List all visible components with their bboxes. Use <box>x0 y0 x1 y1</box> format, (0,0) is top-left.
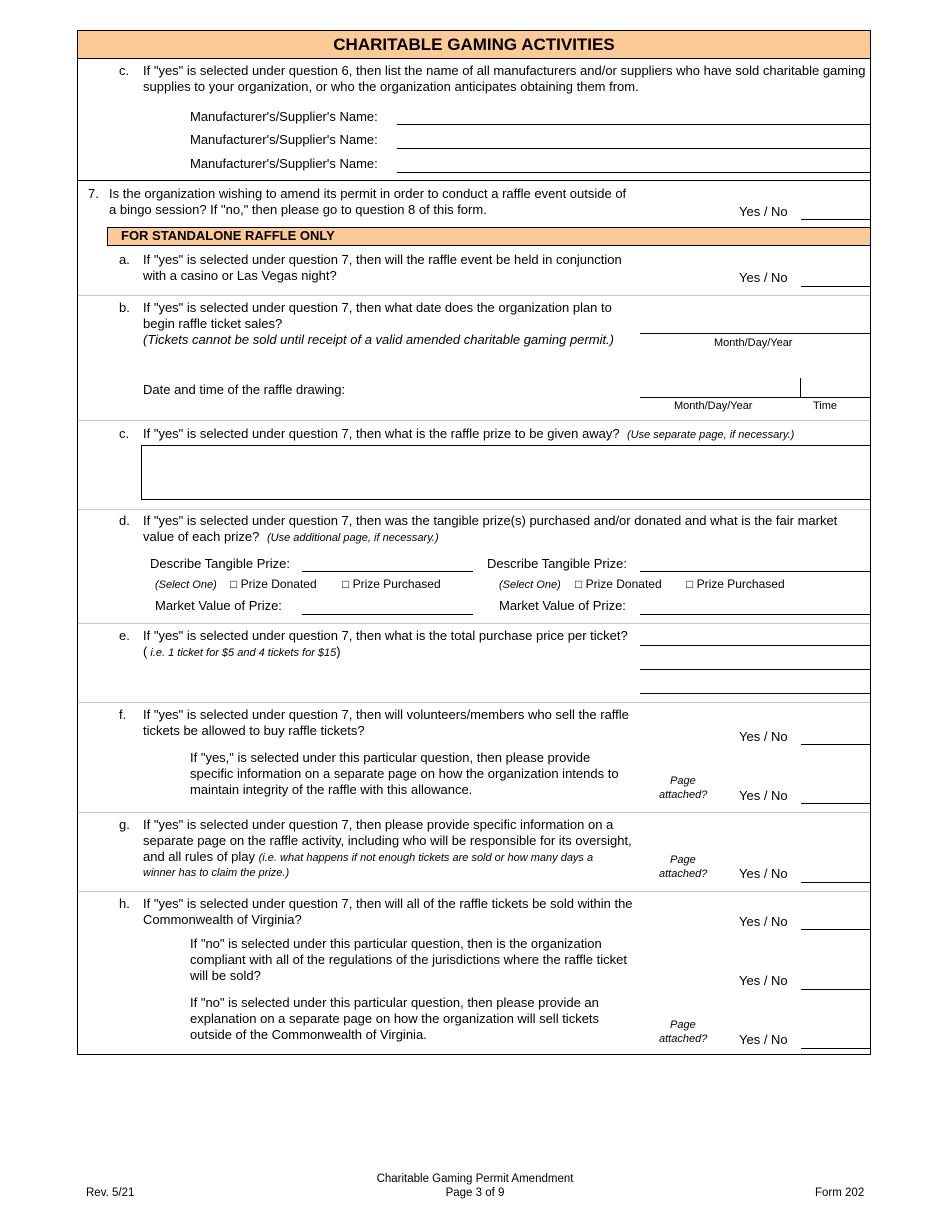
q7f-letter: f. <box>119 707 127 722</box>
supplier-name-label-3: Manufacturer's/Supplier's Name: <box>190 156 378 171</box>
market-value-field-1[interactable] <box>302 614 473 615</box>
q7a-answer-field[interactable] <box>801 286 871 287</box>
q7e-letter: e. <box>119 628 130 643</box>
q7g-page-attached-2: attached? <box>659 868 708 880</box>
divider <box>78 702 870 703</box>
q7h-line2: Commonwealth of Virginia? <box>143 912 302 927</box>
q7g-page-attached-field[interactable] <box>801 882 871 883</box>
describe-prize-field-1[interactable] <box>302 571 473 572</box>
q7f-page-attached-2: attached? <box>659 789 708 801</box>
section-title: CHARITABLE GAMING ACTIVITIES <box>78 31 870 59</box>
divider <box>78 509 870 510</box>
supplier-name-field-3[interactable] <box>397 172 871 173</box>
divider <box>78 812 870 813</box>
q7e-note: ( i.e. 1 ticket for $5 and 4 tickets for $15) <box>143 644 341 659</box>
divider <box>78 891 870 892</box>
sales-start-date-field[interactable] <box>640 333 871 334</box>
supplier-name-label-1: Manufacturer's/Supplier's Name: <box>190 109 378 124</box>
q7h-sub1-answer-field[interactable] <box>801 989 871 990</box>
q7f-yes-no-label: Yes / No <box>739 729 788 744</box>
divider <box>78 295 870 296</box>
q7g-yes-no-label: Yes / No <box>739 866 788 881</box>
q7h-sub2-line1: If "no" is selected under this particular question, then please provide an <box>190 995 599 1010</box>
q7h-page-attached-field[interactable] <box>801 1048 871 1049</box>
q7h-letter: h. <box>119 896 130 911</box>
prize-donated-checkbox-2[interactable]: □ Prize Donated <box>575 577 662 591</box>
market-value-label-2: Market Value of Prize: <box>499 598 626 613</box>
divider <box>78 180 870 181</box>
q7h-answer-field[interactable] <box>801 929 871 930</box>
supplier-name-label-2: Manufacturer's/Supplier's Name: <box>190 132 378 147</box>
q7f-sub-line3: maintain integrity of the raffle with this allowance. <box>190 782 473 797</box>
q7h-sub1-line1: If "no" is selected under this particular question, then is the organization <box>190 936 602 951</box>
q7f-line2: tickets be allowed to buy raffle tickets? <box>143 723 365 738</box>
q7g-letter: g. <box>119 817 130 832</box>
q7e-text: If "yes" is selected under question 7, then what is the total purchase price per ticket? <box>143 628 628 643</box>
q7d-line2: value of each prize? <box>143 529 260 544</box>
q7f-answer-field[interactable] <box>801 744 871 745</box>
q7a-line1: If "yes" is selected under question 7, then will the raffle event be held in conjunction <box>143 252 622 267</box>
q7f-page-attached-field[interactable] <box>801 803 871 804</box>
q7b-line1: If "yes" is selected under question 7, then what date does the organization plan to <box>143 300 612 315</box>
q7g-line1: If "yes" is selected under question 7, then please provide specific information on a <box>143 817 614 832</box>
q7f-sub-line1: If "yes," is selected under this particular question, then please provide <box>190 750 591 765</box>
q7a-line2: with a casino or Las Vegas night? <box>143 268 337 283</box>
q7f-sub-line2: specific information on a separate page on how the organization intends to <box>190 766 619 781</box>
divider <box>78 420 870 421</box>
q7h-yes-no-label: Yes / No <box>739 914 788 929</box>
q7g-page-attached-1: Page <box>670 854 696 866</box>
select-one-label-2: (Select One) <box>499 579 561 591</box>
standalone-raffle-header: FOR STANDALONE RAFFLE ONLY <box>107 227 871 246</box>
ticket-price-field-3[interactable] <box>640 693 871 694</box>
market-value-field-2[interactable] <box>640 614 871 615</box>
supplier-name-field-2[interactable] <box>397 148 871 149</box>
drawing-date-caption: Month/Day/Year <box>674 400 753 412</box>
describe-prize-field-2[interactable] <box>640 571 871 572</box>
q7h-sub1-line2: compliant with all of the regulations of the jurisdictions where the raffle ticket <box>190 952 627 967</box>
q7-number: 7. <box>88 186 99 201</box>
q7h-sub2-line3: outside of the Commonwealth of Virginia. <box>190 1027 427 1042</box>
q7d-note: (Use additional page, if necessary.) <box>267 532 439 544</box>
q7g-line4: winner has to claim the prize.) <box>143 867 290 879</box>
q7-line1: Is the organization wishing to amend its permit in order to conduct a raffle event outside of <box>109 186 627 201</box>
q7-yes-no-label: Yes / No <box>739 204 788 219</box>
q7c-text: If "yes" is selected under question 7, then what is the raffle prize to be given away? <box>143 426 620 441</box>
q7f-page-attached-1: Page <box>670 775 696 787</box>
footer-center <box>300 1172 650 1200</box>
ticket-price-field-1[interactable] <box>640 645 871 646</box>
sales-date-caption: Month/Day/Year <box>714 337 793 349</box>
q7h-sub1-yes-no-label: Yes / No <box>739 973 788 988</box>
q7a-yes-no-label: Yes / No <box>739 270 788 285</box>
footer-revision: Rev. 5/21 <box>86 1187 135 1199</box>
q7h-sub1-line3: will be sold? <box>190 968 261 983</box>
drawing-label: Date and time of the raffle drawing: <box>143 382 346 397</box>
q7c-note: (Use separate page, if necessary.) <box>627 429 795 441</box>
q7b-line2: begin raffle ticket sales? <box>143 316 283 331</box>
q7d-line1: If "yes" is selected under question 7, then was the tangible prize(s) purchased and/or donated and what is the fair market <box>143 513 838 528</box>
q7h-page-attached-1: Page <box>670 1019 696 1031</box>
describe-prize-label-2: Describe Tangible Prize: <box>487 556 627 571</box>
q6c-text-line2: supplies to your organization, or who the organization anticipates obtaining them from. <box>143 79 639 94</box>
prize-purchased-checkbox-2[interactable]: □ Prize Purchased <box>686 577 785 591</box>
drawing-time-caption: Time <box>813 400 838 412</box>
prize-donated-checkbox-1[interactable]: □ Prize Donated <box>230 577 317 591</box>
q7h-sub2-line2: explanation on a separate page on how the organization will sell tickets <box>190 1011 600 1026</box>
raffle-prize-textarea[interactable] <box>141 445 871 500</box>
footer-page-number: Page 3 of 9 <box>445 1187 505 1199</box>
q6c-letter: c. <box>119 63 130 78</box>
q7h-sub2-yes-no-label: Yes / No <box>739 1032 788 1047</box>
footer-form-title: Charitable Gaming Permit Amendment <box>376 1173 574 1185</box>
q7d-letter: d. <box>119 513 130 528</box>
q7b-letter: b. <box>119 300 130 315</box>
q6c-text-line1: If "yes" is selected under question 6, then list the name of all manufacturers and/or suppliers who have sold charitable gaming <box>143 63 866 78</box>
ticket-price-field-2[interactable] <box>640 669 871 670</box>
q7c-letter: c. <box>119 426 130 441</box>
q7g-line2: separate page on the raffle activity, including who will be responsible for its oversight, <box>143 833 632 848</box>
divider <box>78 623 870 624</box>
q7-line2: a bingo session? If "no," then please go to question 8 of this form. <box>109 202 487 217</box>
date-time-divider <box>800 378 801 397</box>
q7f-sub-yes-no-label: Yes / No <box>739 788 788 803</box>
describe-prize-label-1: Describe Tangible Prize: <box>150 556 290 571</box>
prize-purchased-checkbox-1[interactable]: □ Prize Purchased <box>342 577 441 591</box>
q7h-page-attached-2: attached? <box>659 1033 708 1045</box>
footer-form-number: Form 202 <box>815 1187 865 1199</box>
supplier-name-field-1[interactable] <box>397 124 871 125</box>
select-one-label-1: (Select One) <box>155 579 217 591</box>
q7b-note: (Tickets cannot be sold until receipt of a valid amended charitable gaming permit.) <box>143 332 615 347</box>
q7f-line1: If "yes" is selected under question 7, then will volunteers/members who sell the raffle <box>143 707 629 722</box>
q7g-line3: and all rules of play (i.e. what happens if not enough tickets are sold or how many days a <box>143 849 594 864</box>
q7a-letter: a. <box>119 252 130 267</box>
q7h-line1: If "yes" is selected under question 7, then will all of the raffle tickets be sold within the <box>143 896 633 911</box>
market-value-label-1: Market Value of Prize: <box>155 598 282 613</box>
q7-answer-field[interactable] <box>801 219 871 220</box>
